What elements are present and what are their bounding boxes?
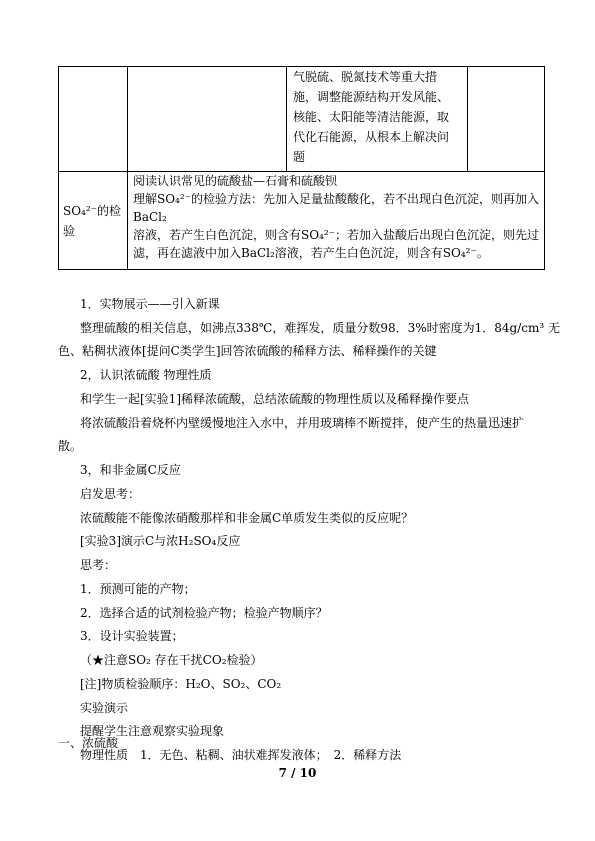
table-cell [59, 67, 128, 172]
table-row [59, 172, 545, 270]
cell-text-line: 施，调整能源结构开发风能、 [293, 90, 450, 104]
text-line: （★注意SO₂ 存在干扰CO₂检验） [80, 653, 263, 667]
text-line: [实验3]演示C与浓H₂SO₄反应 [80, 534, 241, 548]
text-line: 实验演示 [80, 701, 129, 715]
cell-text-line: BaCl₂ [133, 210, 167, 224]
cell-text-line: 代化石能源，从根本上解决问 [293, 130, 450, 144]
table-cell-sulfate-label [59, 172, 128, 270]
text-line: [注]物质检验顺序：H₂O、SO₂、CO₂ [80, 677, 282, 691]
cell-text-line: 验 [63, 223, 76, 238]
text-line: 2．选择合适的试剂检验产物；检验产物顺序？ [80, 606, 328, 620]
cell-text-line: 理解SO₄²⁻的检验方法：先加入足量盐酸酸化，若不出现白色沉淀，则再加入 [133, 192, 540, 206]
text-line: 1．实物展示——引入新课 [80, 297, 220, 311]
text-line: 浓硫酸能不能像浓硝酸那样和非金属C单质发生类似的反应呢？ [80, 511, 414, 525]
cell-text-line: 气脱硫、脱氮技术等重大措 [293, 70, 438, 84]
text-line: 启发思考： [80, 487, 141, 501]
text-line: 物理性质 1．无色、粘稠、油状难挥发液体； 2．稀释方法 [80, 748, 402, 762]
table-row [59, 67, 545, 172]
text-line: 3，和非金属C反应 [80, 463, 181, 477]
table-cell-sulfate-test [128, 172, 545, 270]
cell-text-line: 核能、太阳能等清洁能源，取 [293, 110, 450, 124]
text-line: 提醒学生注意观察实验现象 [80, 724, 225, 738]
table-cell [468, 67, 545, 172]
text-line: 色、粘稠状液体[提问C类学生]回答浓硫酸的稀释方法、稀释操作的关键 [58, 344, 437, 358]
cell-text-line: 溶液，若产生白色沉淀，则含有SO₄²⁻；若加入盐酸后出现白色沉淀，则先过 [133, 228, 540, 242]
cell-text-line: SO₄²⁻的检 [63, 203, 122, 218]
cell-text-line: 滤，再在滤液中加入BaCl₂溶液，若产生白色沉淀，则含有SO₄²⁻。 [133, 246, 489, 260]
text-line: 将浓硫酸沿着烧杯内壁缓慢地注入水中，并用玻璃棒不断搅拌，使产生的热量迅速扩 [80, 416, 525, 430]
cell-text-line: 阅读认识常见的硫酸盐—石膏和硫酸钡 [133, 174, 338, 188]
text-line: 和学生一起[实验1]稀释浓硫酸，总结浓硫酸的物理性质以及稀释操作要点 [80, 392, 470, 406]
content-table [58, 66, 545, 270]
page-number: 7 / 10 [278, 766, 317, 780]
section-heading: 一、浓硫酸 [58, 736, 119, 750]
text-line: 1．预测可能的产物； [80, 582, 196, 596]
text-line: 2，认识浓硫酸 物理性质 [80, 368, 212, 382]
text-line: 散。 [58, 439, 83, 453]
text-line: 思考： [80, 558, 117, 572]
table-cell [128, 67, 287, 172]
cell-text-line: 题 [293, 150, 306, 164]
text-line: 3．设计实验装置； [80, 629, 184, 643]
text-line: 整理硫酸的相关信息，如沸点338℃，难挥发，质量分数98．3%时密度为1．84g/cm³ 无 [80, 321, 560, 335]
table-cell-measures [287, 67, 468, 172]
